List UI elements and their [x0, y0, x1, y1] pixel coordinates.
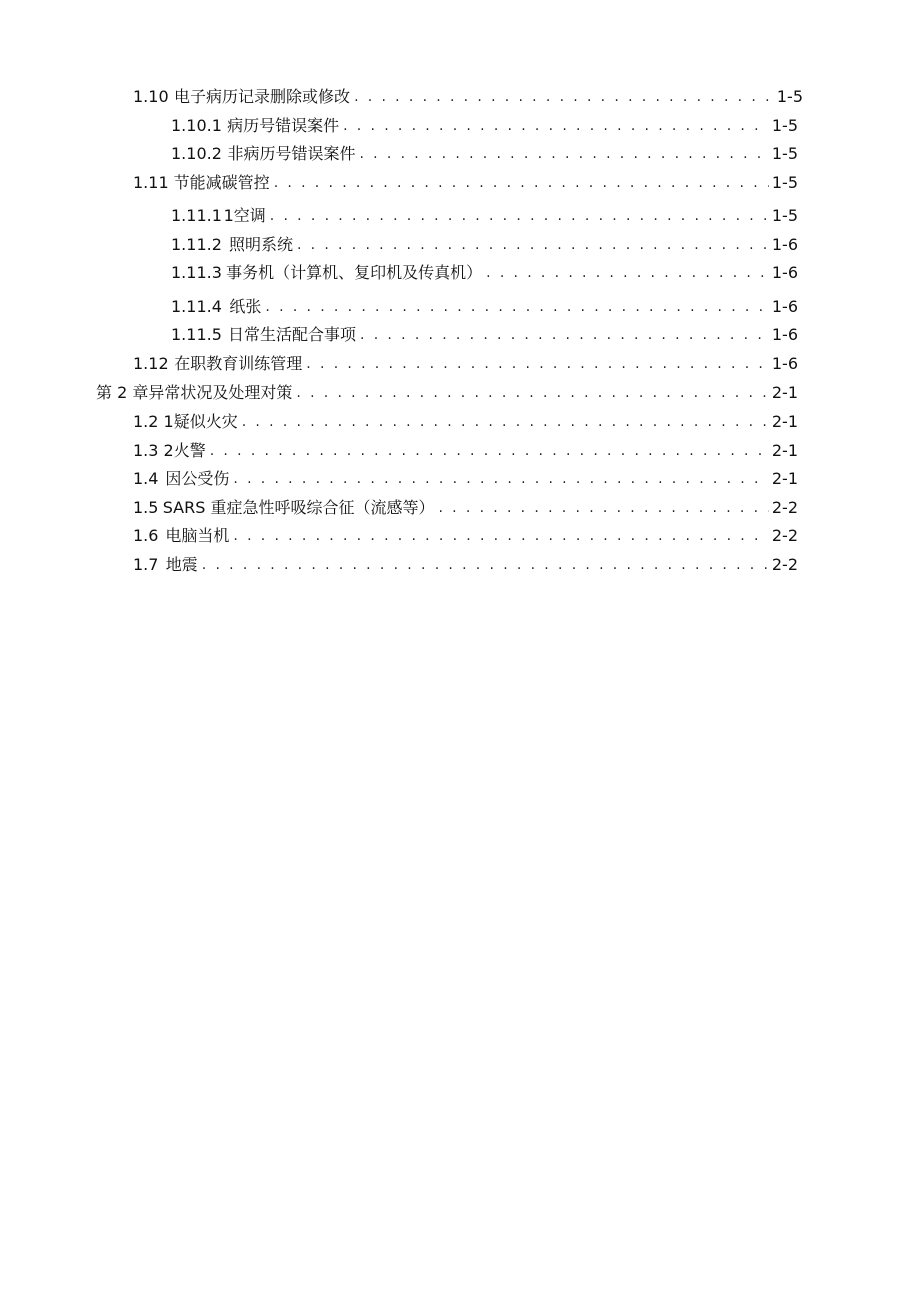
toc-leader-dots — [265, 297, 768, 317]
toc-entry-number: 1.10 — [133, 87, 169, 106]
toc-entry-page: 1-6 — [771, 235, 798, 254]
toc-entry-page: 1-6 — [771, 263, 798, 282]
toc-entry-page: 2-1 — [771, 469, 798, 488]
toc-entry-1-10-1[interactable] — [171, 116, 798, 136]
toc-entry-page: 2-1 — [771, 383, 798, 402]
toc-entry-1-6[interactable] — [133, 526, 798, 546]
toc-entry-1-7[interactable] — [133, 555, 798, 575]
toc-leader-dots — [354, 87, 774, 107]
toc-entry-title: 病历号错误案件 — [227, 116, 340, 135]
toc-entry-page: 2-2 — [771, 555, 798, 574]
toc-entry-page: 1-5 — [771, 173, 798, 192]
toc-entry-title: 事务机（计算机、复印机及传真机） — [226, 263, 483, 282]
toc-entry-title: 疑似火灾 — [173, 412, 238, 431]
toc-entry-1-3[interactable] — [133, 441, 798, 461]
toc-entry-1-11-2[interactable] — [171, 235, 798, 255]
toc-leader-dots — [359, 144, 768, 164]
toc-entry-title: SARS 重症急性呼吸综合征（流感等） — [162, 498, 435, 517]
toc-entry-number: 1.11.5 — [171, 325, 222, 344]
toc-entry-page: 2-1 — [771, 441, 798, 460]
toc-entry-number: 1.6 — [133, 526, 159, 545]
toc-entry-page: 1-5 — [771, 116, 798, 135]
toc-entry-1-10-2[interactable] — [171, 144, 798, 164]
toc-entry-title: 异常状况及处理对策 — [148, 383, 293, 402]
toc-entry-number: 1.11.3 — [171, 263, 222, 282]
toc-leader-dots — [270, 206, 769, 226]
toc-entry-1-11[interactable] — [133, 173, 798, 193]
toc-entry-title: 1空调 — [223, 206, 266, 225]
toc-leader-dots — [274, 173, 769, 193]
toc-leader-dots — [360, 325, 769, 345]
toc-entry-page: 1-6 — [771, 297, 798, 316]
toc-entry-title: 非病历号错误案件 — [227, 144, 356, 163]
toc-entry-1-11-4[interactable] — [171, 297, 798, 317]
toc-entry-title: 电脑当机 — [165, 526, 230, 545]
toc-entry-title: 节能减碳管控 — [173, 173, 270, 192]
toc-entry-page: 1-5 — [771, 144, 798, 163]
toc-entry-number: 1.5 — [133, 498, 159, 517]
toc-entry-title: 照明系统 — [228, 235, 293, 254]
toc-entry-number: 1.3 2 — [133, 441, 174, 460]
toc-leader-dots — [242, 412, 769, 432]
toc-leader-dots — [438, 498, 768, 518]
toc-entry-title: 电子病历记录删除或修改 — [174, 87, 351, 106]
toc-entry-title: 地震 — [165, 555, 198, 574]
toc-leader-dots — [343, 116, 769, 136]
toc-entry-page: 1-5 — [771, 206, 798, 225]
toc-entry-page: 1-6 — [771, 325, 798, 344]
toc-leader-dots — [233, 469, 768, 489]
toc-entry-page: 2-2 — [771, 526, 798, 545]
toc-leader-dots — [202, 555, 769, 575]
toc-entry-1-10[interactable] — [133, 87, 803, 107]
toc-entry-title: 日常生活配合事项 — [228, 325, 357, 344]
toc-entry-number: 1.11.2 — [171, 235, 222, 254]
toc-entry-number: 1.2 1 — [133, 412, 174, 431]
toc-leader-dots — [210, 441, 769, 461]
toc-entry-1-2[interactable] — [133, 412, 798, 432]
toc-entry-number: 1.12 — [133, 354, 169, 373]
toc-entry-number: 1.11.1 — [171, 206, 222, 225]
toc-entry-1-5[interactable] — [133, 498, 798, 518]
toc-entry-title: 因公受伤 — [165, 469, 230, 488]
toc-entry-title: 火警 — [173, 441, 206, 460]
toc-entry-number: 1.11.4 — [171, 297, 222, 316]
toc-leader-dots — [297, 235, 769, 255]
toc-entry-1-4[interactable] — [133, 469, 798, 489]
toc-chapter-2[interactable] — [96, 383, 798, 403]
toc-entry-number: 1.10.1 — [171, 116, 222, 135]
toc-entry-title: 在职教育训练管理 — [174, 354, 303, 373]
toc-entry-title: 纸张 — [229, 297, 262, 316]
toc-entry-page: 1-6 — [771, 354, 798, 373]
toc-entry-1-11-1[interactable] — [171, 206, 798, 226]
toc-entry-number: 1.10.2 — [171, 144, 222, 163]
toc-entry-1-12[interactable] — [133, 354, 798, 374]
toc-entry-1-11-3[interactable] — [171, 263, 798, 283]
toc-entry-1-11-5[interactable] — [171, 325, 798, 345]
toc-entry-number: 1.7 — [133, 555, 159, 574]
toc-leader-dots — [233, 526, 768, 546]
toc-entry-page: 1-5 — [776, 87, 803, 106]
toc-entry-page: 2-2 — [771, 498, 798, 517]
toc-entry-page: 2-1 — [771, 412, 798, 431]
toc-leader-dots — [306, 354, 769, 374]
toc-entry-number: 第 2 章 — [96, 383, 149, 402]
toc-entry-number: 1.4 — [133, 469, 159, 488]
toc-entry-number: 1.11 — [133, 173, 169, 192]
toc-leader-dots — [486, 263, 769, 283]
toc-leader-dots — [296, 383, 768, 403]
